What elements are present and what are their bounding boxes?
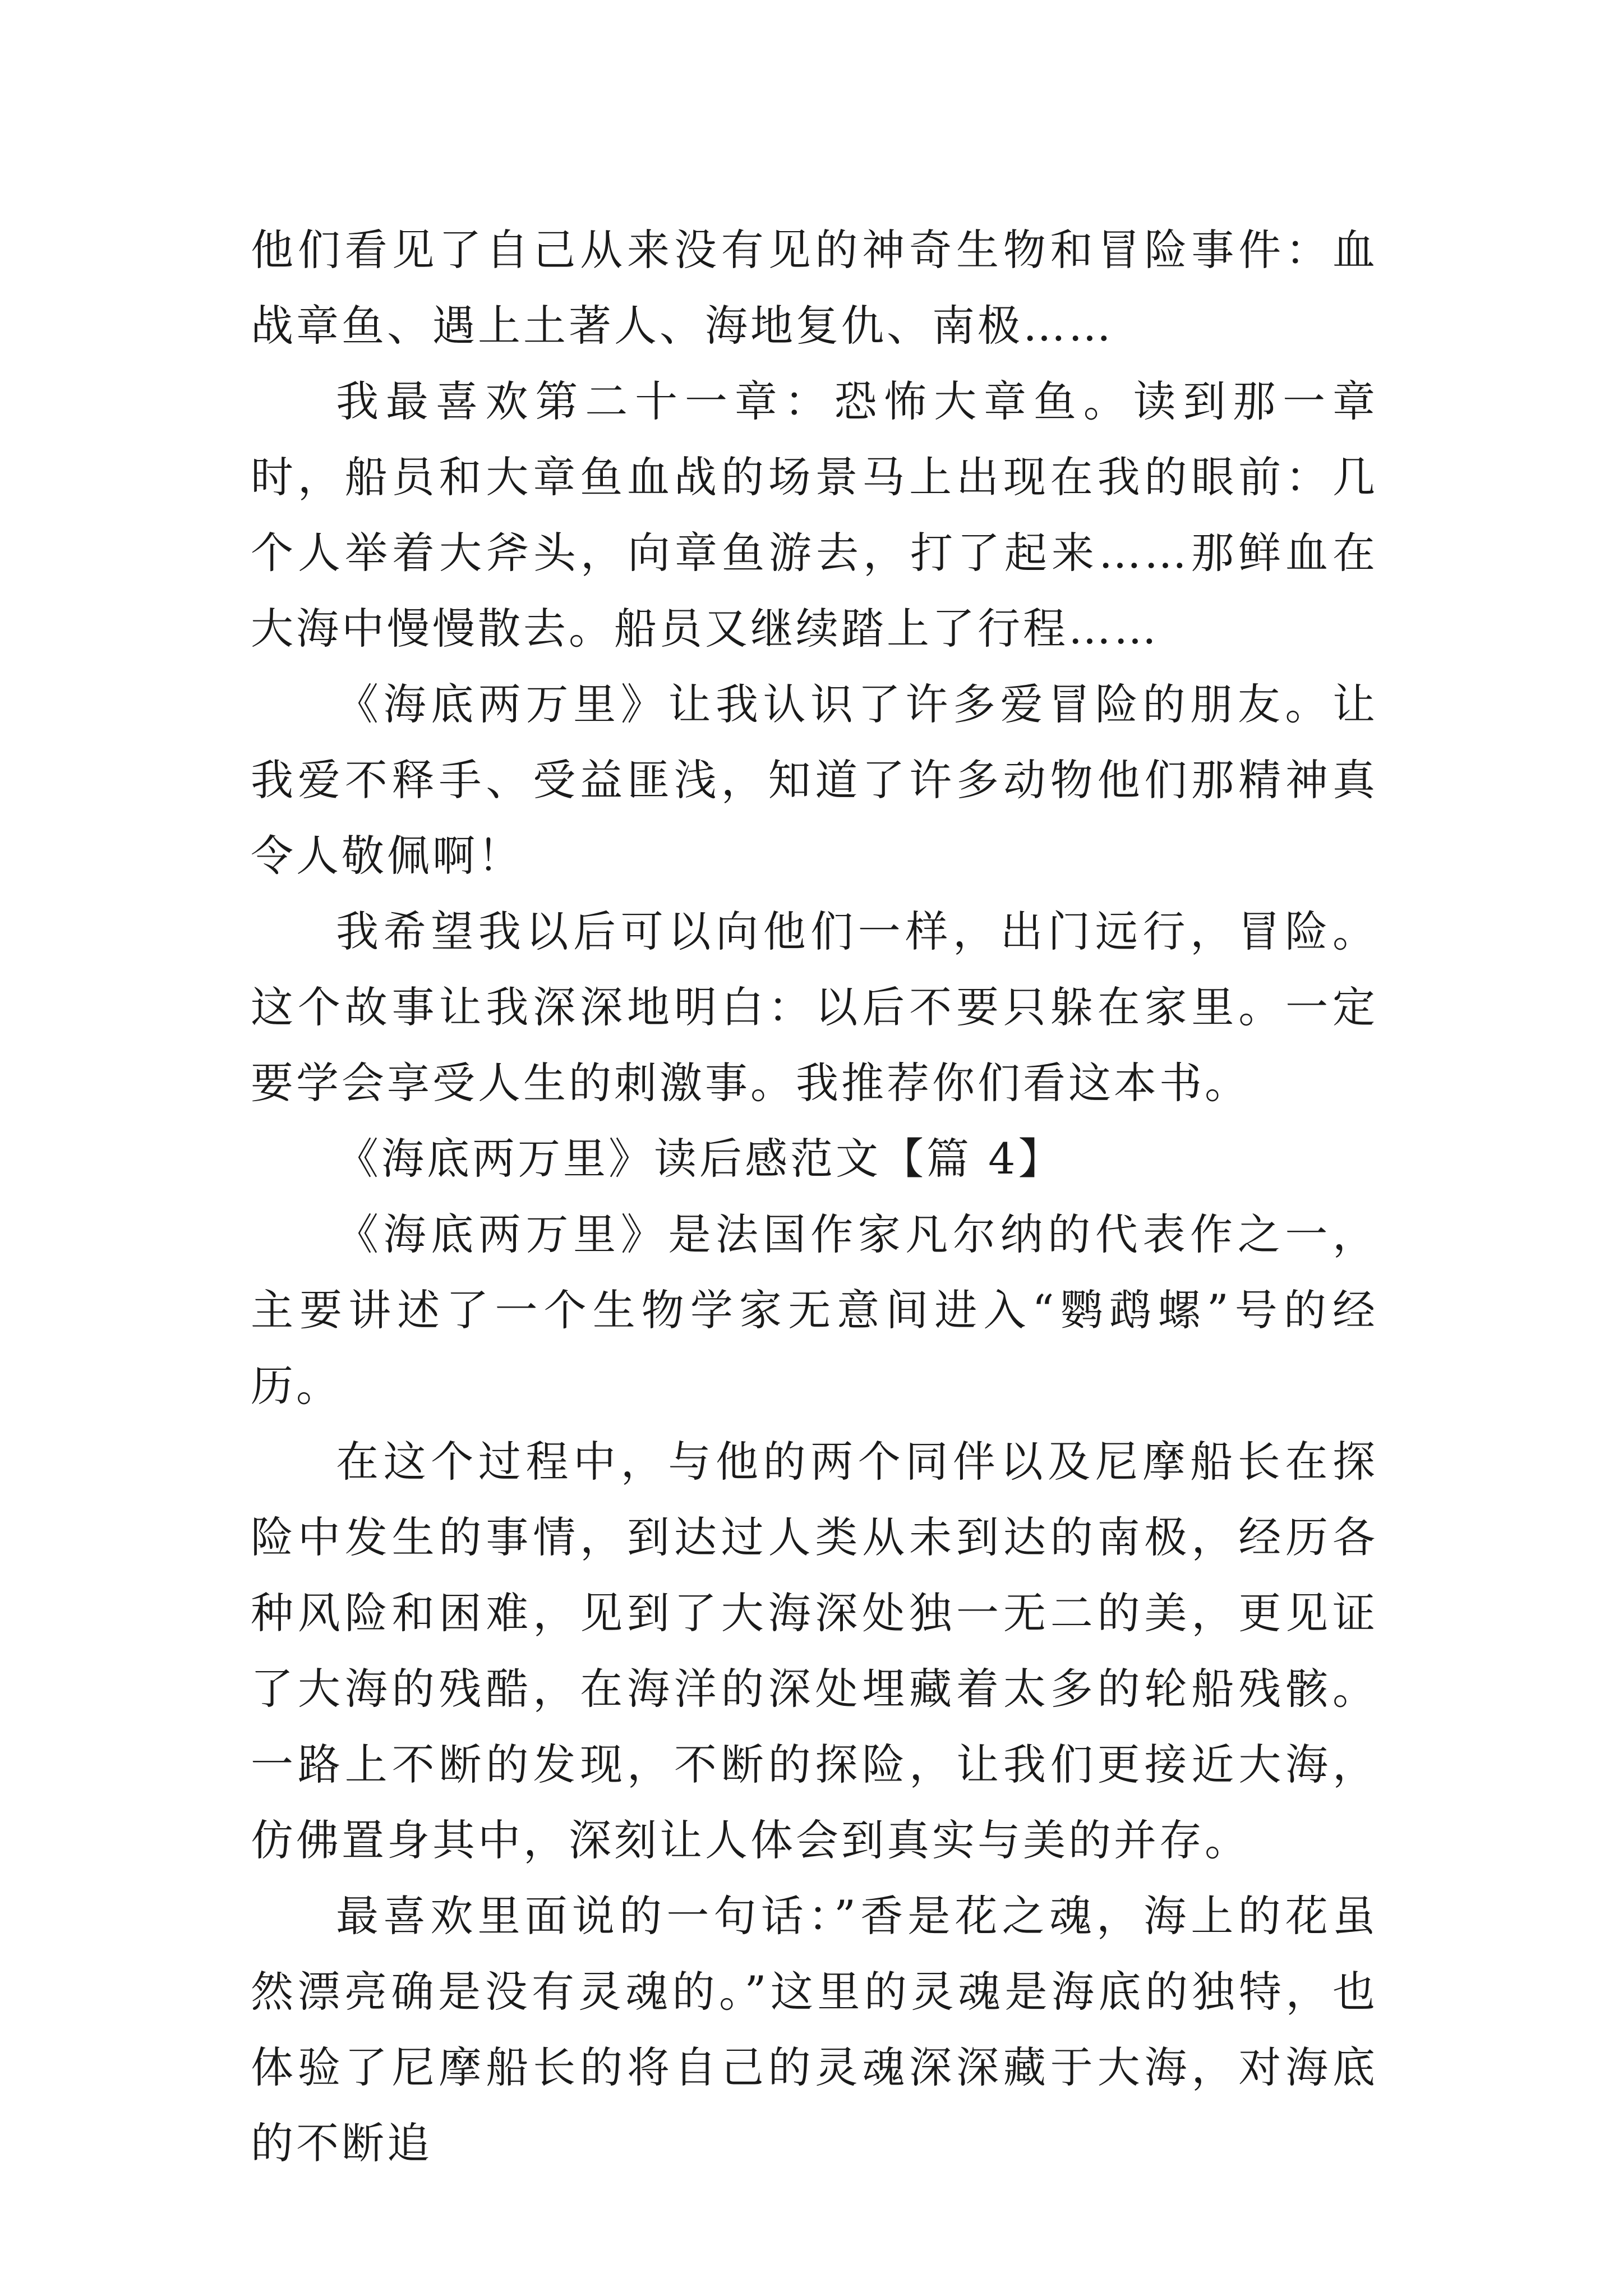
paragraph-favorite-chapter: 我最喜欢第二十一章：恐怖大章鱼。读到那一章时，船员和大章鱼血战的场景马上出现在我的眼前：几个人举着大斧头，向章鱼游去，打了起来……那鲜血在大海中慢慢散去。船员又继续踏上了行程…… [251,376,1378,654]
paragraph-continuation: 他们看见了自己从来没有见的神奇生物和冒险事件：血战章鱼、遇上土著人、海地复仇、南极…… [251,225,1378,351]
paragraph-journey: 在这个过程中，与他的两个同伴以及尼摩船长在探险中发生的事情，到达过人类从未到达的南极，经历各种风险和困难，见到了大海深处独一无二的美，更见证了大海的残酷，在海洋的深处埋藏着太多的轮船残骸。一路上不断的发现，不断的探险，让我们更接近大海，仿佛置身其中，深刻让人体会到真实与美的并存。 [251,1437,1378,1865]
paragraph-hope: 我希望我以后可以向他们一样，出门远行，冒险。这个故事让我深深地明白：以后不要只躲在家里。一定要学会享受人生的刺激事。我推荐你们看这本书。 [251,907,1378,1108]
paragraph-intro-verne: 《海底两万里》是法国作家凡尔纳的代表作之一，主要讲述了一个生物学家无意间进入“鹦鹉螺”号的经历。 [251,1209,1378,1411]
document-body [251,212,1378,2181]
paragraph-adventure-friends: 《海底两万里》让我认识了许多爱冒险的朋友。让我爱不释手、受益匪浅，知道了许多动物他们那精神真令人敬佩啊！ [251,679,1378,881]
paragraph-favorite-quote: 最喜欢里面说的一句话：”香是花之魂，海上的花虽然漂亮确是没有灵魂的。”这里的灵魂是海底的独特，也体验了尼摩船长的将自己的灵魂深深藏于大海，对海底的不断追 [251,1891,1378,2168]
section-heading: 《海底两万里》读后感范文【篇 4】 [336,1134,1064,1184]
